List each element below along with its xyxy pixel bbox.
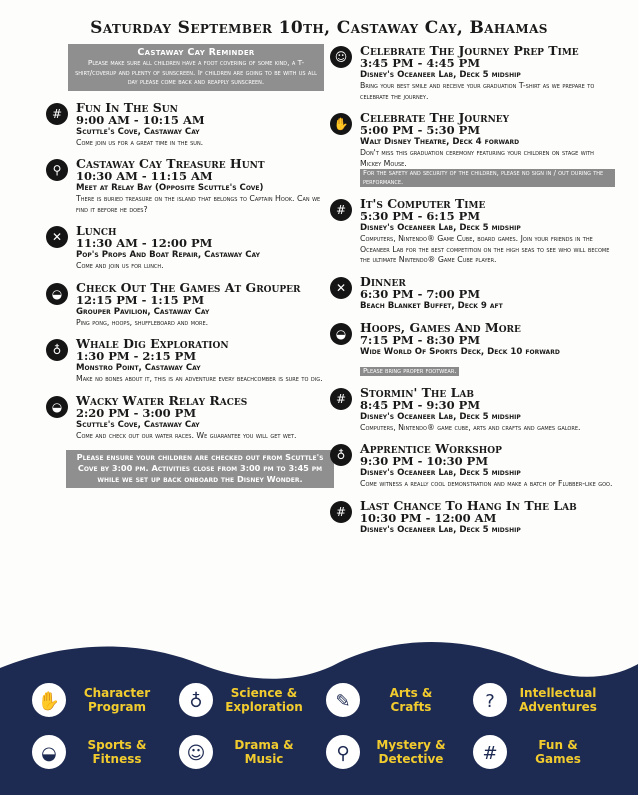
event-description: Ping pong, hoops, shuffleboard and more. [76,317,209,327]
schedule-event [330,321,615,377]
event-location: Scuttle's Cove, Castaway Cay [76,126,200,137]
checkout-note: Please ensure your children are checked out from Scuttle's Cove by 3:00 pm. Activities close from 3:00 pm to 3:45 pm while we set up back onboard the Disney Wonder. [66,450,334,488]
legend-item [177,680,324,720]
left-column [46,44,324,488]
schedule-event [330,44,615,102]
event-note: For the safety and security of the children, please no sign in / out during the performance. [360,169,615,187]
magnifying-glass-icon: ⚲ [324,733,362,771]
reminder-box [68,44,324,91]
event-description: Computers, Nintendo® game cube, arts and crafts and games galore. [360,422,581,432]
schedule-event [46,281,324,329]
legend-label: Intellectual Adventures [519,686,597,714]
activity-legend [30,680,620,772]
legend-item [30,680,177,720]
schedule-event [330,386,615,434]
event-time: 8:45 PM - 9:30 PM [360,397,481,412]
schedule-event [46,157,324,215]
event-location: Walt Disney Theatre, Deck 4 forward [360,137,520,147]
event-description: Make no bones about it, this is an adventure every beachcomber is sure to dig. [76,374,323,384]
tic-tac-toe-icon: # [330,199,352,221]
reminder-body: Please make sure all children have a foot covering of some kind, a T-shirt/coverup and plenty of sunscreen. If children are going to be with us all day please come back and reapply sunscreen. [75,58,317,87]
schedule-event [330,111,615,188]
event-time: 6:30 PM - 7:00 PM [360,286,481,301]
schedule-event [330,499,615,536]
schedule-event [330,442,615,490]
event-location: Disney's Oceaneer Lab, Deck 5 midship [360,468,521,478]
event-time: 10:30 AM - 11:15 AM [76,169,213,184]
event-title: Fun In The Sun [76,99,178,115]
event-title: Whale Dig Exploration [76,336,229,352]
event-location: Disney's Oceaneer Lab, Deck 5 midship [360,524,521,535]
event-title: Last Chance To Hang In The Lab [360,497,577,513]
tic-tac-toe-icon: # [330,501,352,523]
event-description: Come witness a really cool demonstration and make a batch of Flubber-like goo. [360,479,613,488]
event-title: Dinner [360,273,406,289]
reminder-title: Castaway Cay Reminder [137,47,255,58]
tic-tac-toe-icon: # [46,103,68,125]
legend-item [324,732,471,772]
event-title: Celebrate The Journey [360,110,510,125]
legend-label: Arts & Crafts [389,686,433,714]
legend-label: Character Program [83,686,151,714]
event-location: Scuttle's Cove, Castaway Cay [76,419,200,430]
schedule-event [330,197,615,266]
event-title: Celebrate The Journey Prep Time [360,43,579,58]
glove-icon: ✋ [330,113,352,135]
event-time: 7:15 PM - 8:30 PM [360,332,481,347]
event-description: Come join us for a great time in the sun. [76,137,204,147]
event-location: Monstro Point, Castaway Cay [76,363,201,374]
planet-icon: ♁ [330,444,352,466]
legend-item [471,732,620,772]
tic-tac-toe-icon: # [471,733,509,771]
event-time: 10:30 PM - 12:00 AM [360,510,497,525]
event-title: Apprentice Workshop [360,441,502,456]
event-time: 9:30 PM - 10:30 PM [360,454,489,468]
event-location: Meet at Relay Bay (Opposite Scuttle's Cove) [76,183,264,194]
event-description: Come and join us for lunch. [76,261,164,271]
event-description: Bring your best smile and receive your graduation T-shirt as we prepare to celebrate the journey. [360,81,595,101]
legend-label: Fun & Games [535,738,581,766]
fork-knife-icon: ✕ [46,226,68,248]
magnifying-glass-icon: ⚲ [46,159,68,181]
event-title: Lunch [76,223,117,239]
legend-label: Sports & Fitness [87,738,147,766]
football-icon: ◒ [330,323,352,345]
event-note: Please bring proper footwear. [360,367,459,376]
event-title: Castaway Cay Treasure Hunt [76,156,265,172]
football-icon: ◒ [46,396,68,418]
event-time: 11:30 AM - 12:00 PM [76,236,213,251]
event-title: Check Out The Games At Grouper [76,279,301,295]
event-location: Grouper Pavilion, Castaway Cay [76,306,210,317]
planet-icon: ♁ [177,681,215,719]
theater-masks-icon: ☺ [177,733,215,771]
event-title: It's Computer Time [360,196,486,211]
fork-knife-icon: ✕ [330,277,352,299]
event-time: 5:00 PM - 5:30 PM [360,123,481,137]
event-location: Pop's Props And Boat Repair, Castaway Cay [76,250,260,261]
event-description: Computers, Nintendo® Game Cube, board games. Join your friends in the Oceaneer Lab for the best competition on the high seas to see who will become the ultimate Nintendo® Game Cube player. [360,234,610,264]
event-title: Hoops, Games And More [360,319,521,335]
legend-label: Mystery & Detective [376,738,446,766]
event-time: 5:30 PM - 6:15 PM [360,209,481,223]
theater-masks-icon: ☺ [330,46,352,68]
event-title: Wacky Water Relay Races [76,392,248,408]
page-title: Saturday September 10th, Castaway Cay, Bahamas [90,18,548,38]
tic-tac-toe-icon: # [330,388,352,410]
event-location: Wide World Of Sports Deck, Deck 10 forward [360,346,560,357]
paint-palette-icon: ✎ [324,681,362,719]
schedule-event [46,101,324,149]
planet-icon: ♁ [46,339,68,361]
question-mark-icon: ? [471,681,509,719]
schedule-event [46,337,324,385]
event-location: Disney's Oceaneer Lab, Deck 5 midship [360,70,521,80]
schedule-event [46,224,324,272]
schedule-event [46,394,324,442]
football-icon: ◒ [46,283,68,305]
legend-item [324,680,471,720]
event-location: Beach Blanket Buffet, Deck 9 aft [360,300,503,311]
right-column [330,44,615,545]
event-title: Stormin' The Lab [360,384,475,400]
legend-item [30,732,177,772]
event-time: 3:45 PM - 4:45 PM [360,56,481,70]
legend-item [177,732,324,772]
event-time: 9:00 AM - 10:15 AM [76,112,205,127]
event-location: Disney's Oceaneer Lab, Deck 5 midship [360,223,521,233]
event-description: Come and check out our water races. We guarantee you will get wet. [76,430,297,440]
legend-item [471,680,620,720]
legend-label: Science & Exploration [225,686,303,714]
event-time: 12:15 PM - 1:15 PM [76,292,205,307]
event-time: 1:30 PM - 2:15 PM [76,349,197,364]
glove-icon: ✋ [30,681,68,719]
legend-label: Drama & Music [234,738,294,766]
event-description: Don't miss this graduation ceremony featuring your children on stage with Mickey Mouse. [360,148,594,168]
schedule-event [330,275,615,312]
event-time: 2:20 PM - 3:00 PM [76,405,197,420]
event-location: Disney's Oceaneer Lab, Deck 5 midship [360,411,521,422]
event-description: There is buried treasure on the island that belongs to Captain Hook. Can we find it before he does? [76,194,321,214]
football-icon: ◒ [30,733,68,771]
